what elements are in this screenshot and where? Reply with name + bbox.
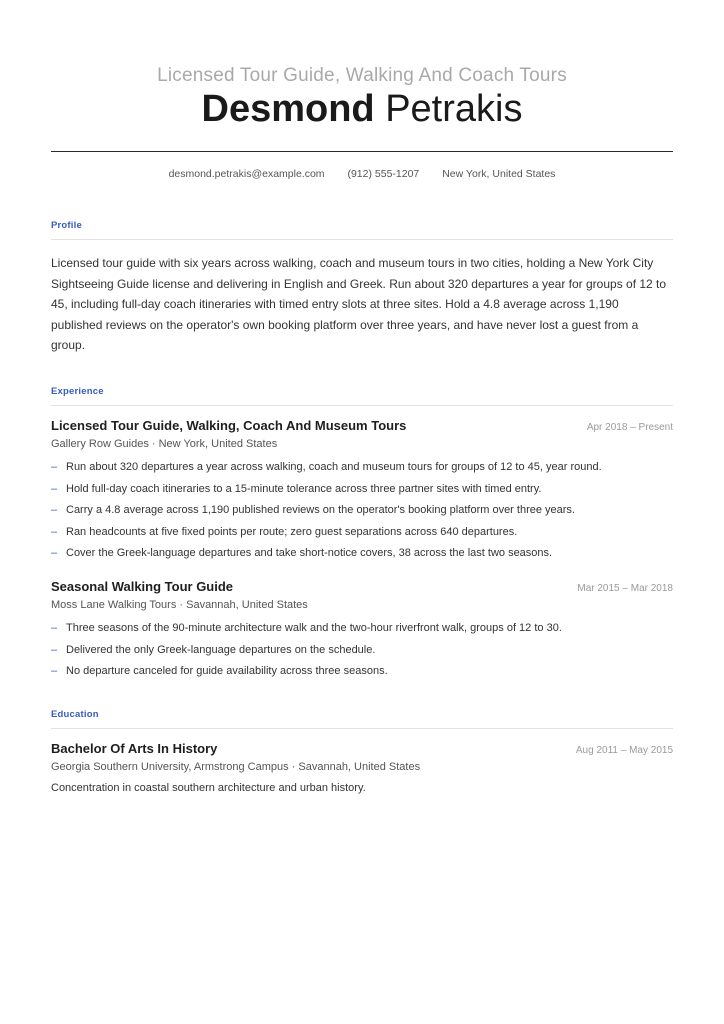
experience-entry xyxy=(51,579,673,683)
contact-line xyxy=(51,168,673,180)
job-dates: Mar 2015 – Mar 2018 xyxy=(577,582,673,594)
section-title-experience: Experience xyxy=(51,385,104,397)
list-item xyxy=(51,618,673,640)
list-item xyxy=(51,661,673,683)
bullet-text: Delivered the only Greek-language departures on the schedule. xyxy=(66,643,376,656)
job-bullets xyxy=(51,457,673,565)
job-title: Licensed Tour Guide, Walking, Coach And Museum Tours xyxy=(51,417,407,433)
entry-head xyxy=(51,418,673,433)
resume-page xyxy=(51,0,673,794)
dash-icon: – xyxy=(51,665,58,678)
bullet-text: Cover the Greek-language departures and take short-notice covers, 38 across the last two seasons. xyxy=(66,547,553,560)
education-section xyxy=(51,709,673,794)
bullet-text: Hold full-day coach itineraries to a 15-minute tolerance across three partner sites with timed entry. xyxy=(66,482,542,495)
dash-icon: – xyxy=(51,525,58,538)
job-dates: Apr 2018 – Present xyxy=(586,421,673,433)
job-bullets xyxy=(51,618,673,683)
education-note: Concentration in coastal southern architecture and urban history. xyxy=(51,781,366,794)
degree-title: Bachelor Of Arts In History xyxy=(51,740,218,756)
education-entry xyxy=(51,741,673,794)
resume-header xyxy=(51,0,673,132)
list-item xyxy=(51,543,673,565)
headline: Licensed Tour Guide, Walking And Coach Tours xyxy=(157,65,567,86)
list-item xyxy=(51,522,673,544)
list-item xyxy=(51,457,673,479)
dash-icon: – xyxy=(51,643,58,656)
experience-section xyxy=(51,386,673,683)
section-title-profile: Profile xyxy=(51,220,82,231)
dash-icon: – xyxy=(51,460,58,473)
bullet-text: Run about 320 departures a year across walking, coach and museum tours for groups of 12 to 45, year round. xyxy=(66,460,602,473)
entry-head xyxy=(51,579,673,594)
job-title: Seasonal Walking Tour Guide xyxy=(51,578,234,594)
contact-location: New York, United States xyxy=(442,168,556,180)
dash-icon: – xyxy=(51,482,58,495)
school-name: Georgia Southern University, Armstrong Campus · Savannah, United States xyxy=(51,760,421,773)
section-divider xyxy=(51,405,673,406)
header-divider xyxy=(51,151,673,152)
job-company: Moss Lane Walking Tours · Savannah, United States xyxy=(51,598,308,611)
contact-phone[interactable]: (912) 555-1207 xyxy=(347,168,420,180)
bullet-text: Three seasons of the 90-minute architecture walk and the two-hour riverfront walk, groups of 12 to 30. xyxy=(66,621,562,634)
dash-icon: – xyxy=(51,621,58,634)
list-item xyxy=(51,500,673,522)
section-title-education: Education xyxy=(51,708,99,720)
experience-entry xyxy=(51,418,673,565)
section-divider xyxy=(51,728,673,729)
dash-icon: – xyxy=(51,504,58,517)
list-item xyxy=(51,479,673,501)
bullet-text: Carry a 4.8 average across 1,190 published reviews on the operator's booking platform over three years. xyxy=(66,504,575,517)
profile-text: Licensed tour guide with six years across walking, coach and museum tours in two cities, holding a New York City Sightseeing Guide license and delivering in English and Greek. Run about 320 departures a year for groups of 12 to 45, including full-day coach itineraries with timed entry slots at three sites. Hold a 4.8 average across 1,190 published reviews on the operator's own booking platform over three years, and have never lost a guest from a group. xyxy=(51,256,667,353)
last-name: Petrakis xyxy=(385,88,523,130)
list-item xyxy=(51,640,673,662)
bullet-text: No departure canceled for guide availability across three seasons. xyxy=(66,665,388,678)
contact-email[interactable]: desmond.petrakis@example.com xyxy=(168,168,325,180)
job-company: Gallery Row Guides · New York, United States xyxy=(51,437,278,450)
dash-icon: – xyxy=(51,547,58,560)
bullet-text: Ran headcounts at five fixed points per route; zero guest separations across 640 departures. xyxy=(66,525,518,538)
full-name xyxy=(51,86,673,132)
section-divider xyxy=(51,239,673,240)
profile-section xyxy=(51,220,673,356)
education-dates: Aug 2011 – May 2015 xyxy=(575,744,673,756)
entry-head xyxy=(51,741,673,756)
first-name: Desmond xyxy=(201,88,375,130)
